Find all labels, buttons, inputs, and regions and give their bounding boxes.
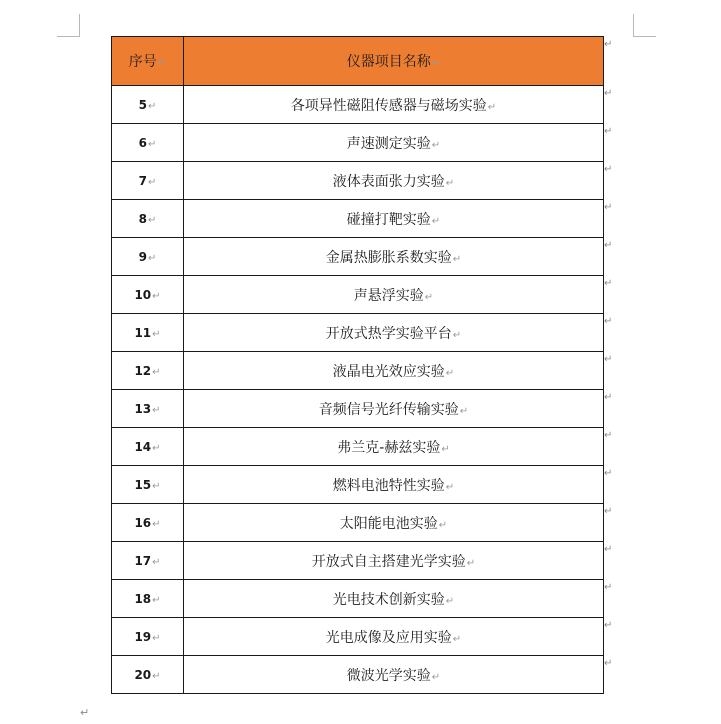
row-name: 光电成像及应用实验 — [325, 629, 452, 646]
row-end-mark: ↵ — [604, 353, 613, 365]
page-corner-mark-top-left — [57, 14, 80, 37]
row-index: 6 — [138, 135, 147, 150]
row-index: 16 — [134, 515, 152, 530]
row-name: 金属热膨胀系数实验 — [325, 249, 452, 266]
table-row — [112, 86, 604, 124]
row-index: 15 — [134, 477, 152, 492]
row-name: 液体表面张力实验 — [332, 173, 445, 190]
row-end-mark: ↵ — [604, 467, 613, 479]
row-index: 14 — [134, 439, 152, 454]
row-name-cell — [184, 124, 604, 162]
row-index: 13 — [134, 401, 152, 416]
row-name-cell — [184, 162, 604, 200]
row-index: 17 — [134, 553, 152, 568]
paragraph-mark: ↵ — [152, 480, 161, 492]
paragraph-mark: ↵ — [152, 518, 161, 530]
table-row — [112, 542, 604, 580]
row-index-cell — [112, 238, 184, 276]
row-end-mark: ↵ — [604, 163, 613, 175]
table-row — [112, 466, 604, 504]
row-name: 液晶电光效应实验 — [332, 363, 445, 380]
row-end-mark: ↵ — [604, 277, 613, 289]
row-name: 燃料电池特性实验 — [332, 477, 445, 494]
row-end-mark: ↵ — [604, 391, 613, 403]
row-index-cell — [112, 504, 184, 542]
row-end-mark: ↵ — [604, 125, 613, 137]
row-name-cell — [184, 466, 604, 504]
row-end-mark: ↵ — [604, 657, 613, 669]
row-name-cell — [184, 428, 604, 466]
row-name-cell — [184, 314, 604, 352]
paragraph-mark: ↵ — [466, 557, 476, 569]
row-index-cell — [112, 466, 184, 504]
paragraph-mark: ↵ — [152, 328, 161, 340]
paragraph-mark: ↵ — [152, 290, 161, 302]
table-row — [112, 618, 604, 656]
row-index: 11 — [134, 325, 152, 340]
row-end-mark: ↵ — [604, 619, 613, 631]
row-index: 8 — [138, 211, 147, 226]
row-index-cell — [112, 428, 184, 466]
row-index: 5 — [138, 97, 147, 112]
row-index-cell — [112, 352, 184, 390]
row-name: 太阳能电池实验 — [339, 515, 438, 532]
row-index: 18 — [134, 591, 152, 606]
paragraph-mark: ↵ — [431, 139, 441, 151]
row-index-cell — [112, 542, 184, 580]
row-index-cell — [112, 618, 184, 656]
row-end-mark: ↵ — [604, 201, 613, 213]
row-name: 弗兰克-赫兹实验 — [337, 439, 441, 456]
header-index: 序号↵ — [112, 37, 184, 86]
row-index: 12 — [134, 363, 152, 378]
row-index: 7 — [138, 173, 147, 188]
row-name: 微波光学实验 — [346, 667, 431, 684]
instrument-table — [111, 36, 604, 694]
row-index: 10 — [134, 287, 152, 302]
paragraph-mark: ↵ — [445, 481, 455, 493]
paragraph-mark: ↵ — [152, 632, 161, 644]
table-row — [112, 656, 604, 694]
row-index: 9 — [138, 249, 147, 264]
row-name-cell — [184, 352, 604, 390]
row-name: 开放式热学实验平台 — [325, 325, 452, 342]
row-name: 开放式自主搭建光学实验 — [311, 553, 466, 570]
table-row — [112, 352, 604, 390]
row-index-cell — [112, 200, 184, 238]
row-end-mark: ↵ — [604, 581, 613, 593]
paragraph-mark: ↵ — [147, 176, 157, 188]
row-end-mark: ↵ — [604, 505, 613, 517]
paragraph-mark: ↵ — [431, 215, 441, 227]
page-corner-mark-top-right — [633, 14, 656, 37]
paragraph-mark: ↵ — [459, 405, 469, 417]
table-row — [112, 238, 604, 276]
row-name-cell — [184, 86, 604, 124]
row-name-cell — [184, 618, 604, 656]
paragraph-mark: ↵ — [152, 594, 161, 606]
paragraph-mark: ↵ — [438, 519, 448, 531]
table-row — [112, 276, 604, 314]
row-name: 声悬浮实验 — [353, 287, 424, 304]
table-row — [112, 124, 604, 162]
row-name-cell — [184, 656, 604, 694]
row-name-cell — [184, 238, 604, 276]
paragraph-mark: ↵ — [147, 100, 157, 112]
end-paragraph-mark: ↵ — [80, 706, 90, 719]
paragraph-mark: ↵ — [452, 633, 462, 645]
row-index-cell — [112, 314, 184, 352]
table-row — [112, 162, 604, 200]
row-name-cell — [184, 504, 604, 542]
paragraph-mark: ↵ — [445, 177, 455, 189]
paragraph-mark: ↵ — [431, 671, 441, 683]
row-name: 各项异性磁阻传感器与磁场实验 — [290, 97, 487, 114]
row-index: 20 — [134, 667, 152, 682]
paragraph-mark: ↵ — [431, 58, 441, 69]
paragraph-mark: ↵ — [152, 366, 161, 378]
row-name: 碰撞打靶实验 — [346, 211, 431, 228]
header-name: 仪器项目名称↵ — [184, 37, 604, 86]
row-index: 19 — [134, 629, 152, 644]
paragraph-mark: ↵ — [445, 595, 455, 607]
table-row — [112, 580, 604, 618]
paragraph-mark: ↵ — [152, 404, 161, 416]
paragraph-mark: ↵ — [445, 367, 455, 379]
paragraph-mark: ↵ — [487, 101, 497, 113]
table-row — [112, 428, 604, 466]
row-index-cell — [112, 580, 184, 618]
row-name-cell — [184, 200, 604, 238]
row-end-mark: ↵ — [604, 543, 613, 555]
row-name: 光电技术创新实验 — [332, 591, 445, 608]
paragraph-mark: ↵ — [452, 253, 462, 265]
paragraph-mark: ↵ — [152, 670, 161, 682]
paragraph-mark: ↵ — [441, 443, 450, 455]
row-name-cell — [184, 390, 604, 428]
paragraph-mark: ↵ — [424, 291, 434, 303]
table-row — [112, 200, 604, 238]
row-name: 声速测定实验 — [346, 135, 431, 152]
row-index-cell — [112, 276, 184, 314]
paragraph-mark: ↵ — [147, 214, 157, 226]
table-row — [112, 390, 604, 428]
row-name-cell — [184, 276, 604, 314]
row-end-mark: ↵ — [604, 429, 613, 441]
row-index-cell — [112, 86, 184, 124]
paragraph-mark: ↵ — [147, 252, 157, 264]
paragraph-mark: ↵ — [152, 442, 161, 454]
table-row — [112, 504, 604, 542]
row-name-cell — [184, 542, 604, 580]
row-index-cell — [112, 656, 184, 694]
row-name: 音频信号光纤传输实验 — [318, 401, 459, 418]
paragraph-mark: ↵ — [147, 138, 157, 150]
row-index-cell — [112, 390, 184, 428]
row-end-mark: ↵ — [604, 315, 613, 327]
row-index-cell — [112, 162, 184, 200]
paragraph-mark: ↵ — [152, 556, 161, 568]
table-header-row — [112, 37, 604, 86]
paragraph-mark: ↵ — [452, 329, 462, 341]
row-name-cell — [184, 580, 604, 618]
row-end-mark: ↵ — [604, 87, 613, 99]
table-row — [112, 314, 604, 352]
paragraph-mark: ↵ — [157, 58, 167, 69]
row-end-mark: ↵ — [604, 239, 613, 251]
row-end-mark: ↵ — [604, 38, 613, 50]
row-index-cell — [112, 124, 184, 162]
